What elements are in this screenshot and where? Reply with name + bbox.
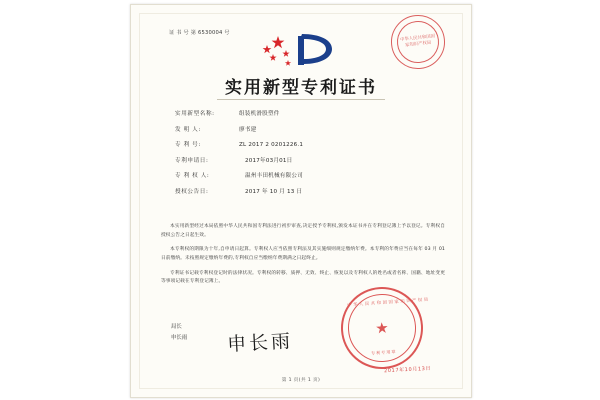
field-value: 温州丰田机械有限公司 bbox=[245, 173, 303, 179]
field-label: 专 利 号: bbox=[175, 142, 201, 148]
field-label: 发 明 人: bbox=[175, 126, 201, 133]
field-row bbox=[175, 187, 433, 195]
field-value: 组装机滑股塑件 bbox=[239, 111, 280, 117]
field-value: 2017年03月01日 bbox=[245, 157, 293, 164]
page-footer: 第 1 页(共 1 页) bbox=[281, 378, 321, 383]
field-value: ZL 2017 2 0201226.1 bbox=[239, 142, 304, 148]
signature-name: 申长雨 bbox=[171, 334, 188, 341]
certificate-number: 证 书 号 第 6530004 号 bbox=[169, 30, 230, 36]
field-label: 授权公告日: bbox=[175, 188, 209, 195]
patent-certificate-document bbox=[130, 4, 472, 398]
field-value: 廖书建 bbox=[239, 126, 257, 133]
seal-ring bbox=[346, 292, 430, 365]
certificate-body bbox=[161, 223, 445, 293]
body-paragraph: 本专利权的期限为十年,自申请日起算。专利权人应当依照专利法及其实施细则规定缴纳年费。本专利的年费应当在每年 03 月 01 日前缴纳。未按照规定缴纳年费的,专利权自应当缴纳年费期满之日起终止。 bbox=[161, 247, 445, 262]
body-paragraph: 本实用新型经过本局依照中华人民共和国专利法进行初步审查,决定授予专利权,颁发本证书并在专利登记簿上予以登记。专利权自授权公告之日起生效。 bbox=[161, 224, 445, 238]
field-label: 实用新型名称: bbox=[175, 111, 215, 117]
page-title: 实用新型专利证书 bbox=[225, 78, 377, 98]
star-icon: ★ bbox=[374, 318, 390, 337]
seal-date: 2017年10月13日 bbox=[383, 365, 432, 375]
cnipa-logo bbox=[131, 31, 471, 67]
field-row bbox=[175, 156, 433, 164]
signature-label bbox=[171, 322, 187, 343]
signature-title: 局长 bbox=[171, 324, 182, 331]
seal-arc-top-text: 中华人民共和国国家知识产权局 bbox=[347, 297, 430, 309]
field-value: 2017 年 10 月 13 日 bbox=[245, 188, 303, 195]
body-paragraph: 专利证书记载专利权登记时的法律状况。专利权的转移、质押、无效、终止、恢复以及专利权人的姓名或者名称、国籍、地址变更等事项记载在专利登记簿上。 bbox=[161, 270, 445, 285]
title-divider bbox=[217, 99, 385, 100]
field-row bbox=[175, 171, 433, 179]
field-label: 专 利 权 人: bbox=[175, 173, 210, 179]
handwritten-signature: 申长雨 bbox=[226, 330, 294, 356]
field-row bbox=[175, 109, 433, 117]
seal-arc-bottom-text: 专利专用章 bbox=[370, 350, 397, 357]
top-round-seal-text: 中华人民共和国国家知识产权局 bbox=[395, 19, 441, 65]
field-row bbox=[175, 140, 433, 148]
official-red-seal bbox=[338, 284, 430, 372]
field-row bbox=[175, 125, 433, 133]
field-label: 专利申请日: bbox=[175, 157, 209, 164]
certificate-fields bbox=[175, 109, 433, 202]
